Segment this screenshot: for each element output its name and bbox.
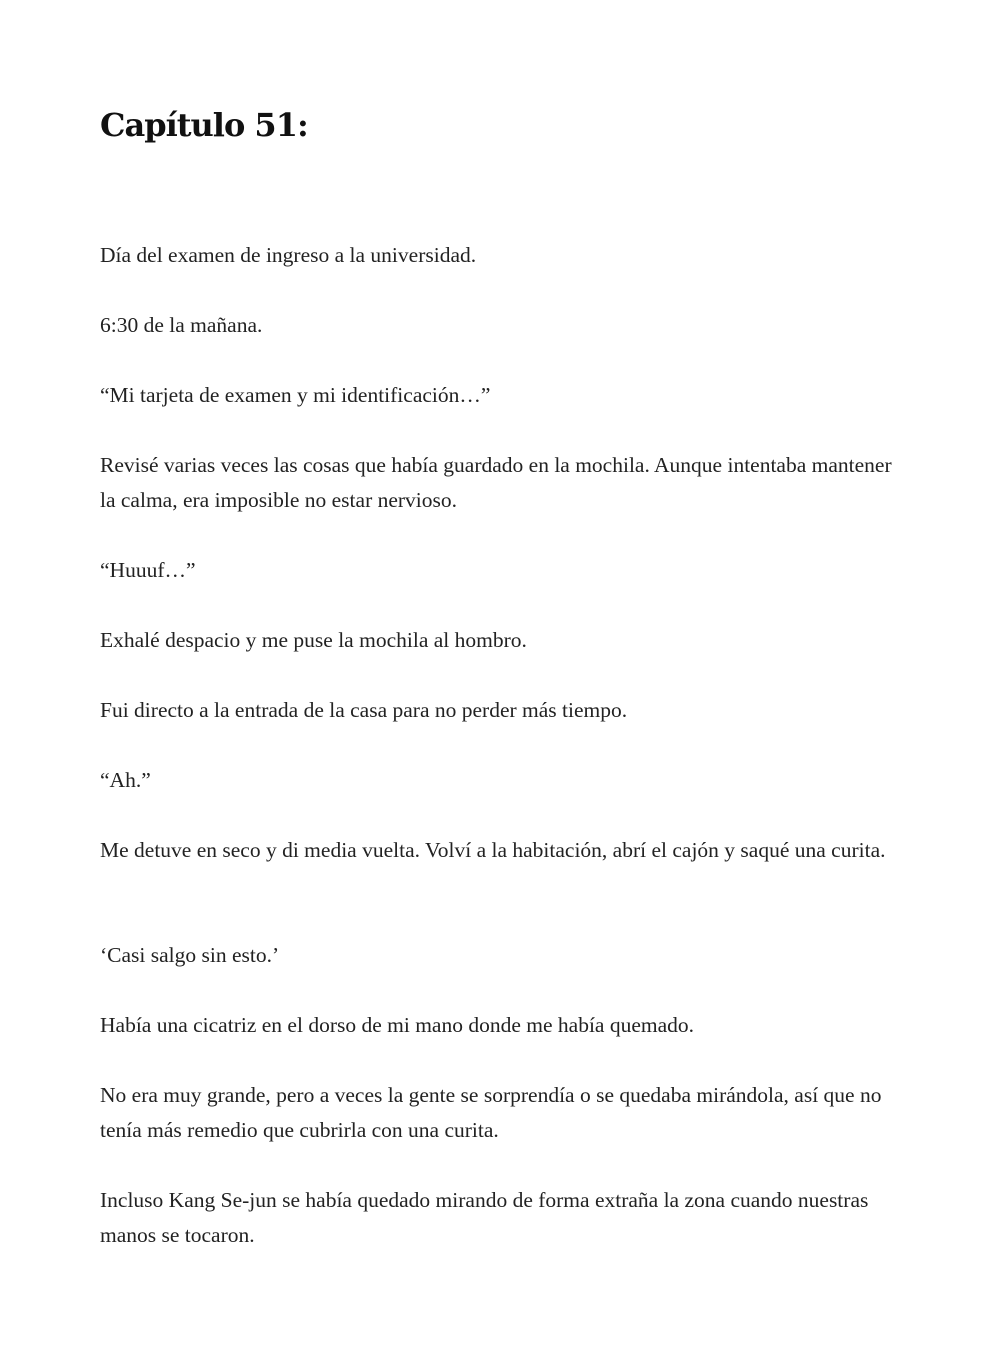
paragraph-7: Fui directo a la entrada de la casa para no perder más tiempo. (100, 698, 628, 722)
chapter-title: Capítulo 51: (100, 106, 308, 144)
paragraph-2: 6:30 de la mañana. (100, 313, 263, 337)
paragraph-5: “Huuuf…” (100, 558, 196, 582)
paragraph-3: “Mi tarjeta de examen y mi identificación…” (100, 383, 491, 407)
paragraph-1: Día del examen de ingreso a la universidad. (100, 243, 477, 267)
paragraph-4: Revisé varias veces las cosas que había guardado en la mochila. Aunque intentaba mantener la calma, era imposible no estar nervioso. (100, 453, 892, 512)
paragraph-9: Me detuve en seco y di media vuelta. Volví a la habitación, abrí el cajón y saqué una curita. (100, 838, 886, 862)
paragraph-12: No era muy grande, pero a veces la gente se sorprendía o se quedaba mirándola, así que no tenía más remedio que cubrirla con una curita. (100, 1083, 882, 1142)
paragraph-6: Exhalé despacio y me puse la mochila al hombro. (100, 628, 527, 652)
paragraph-11: Había una cicatriz en el dorso de mi mano donde me había quemado. (100, 1013, 695, 1037)
paragraph-8: “Ah.” (100, 768, 151, 792)
paragraph-13: Incluso Kang Se-jun se había quedado mirando de forma extraña la zona cuando nuestras manos se tocaron. (100, 1188, 869, 1247)
paragraph-10: ‘Casi salgo sin esto.’ (100, 943, 280, 967)
